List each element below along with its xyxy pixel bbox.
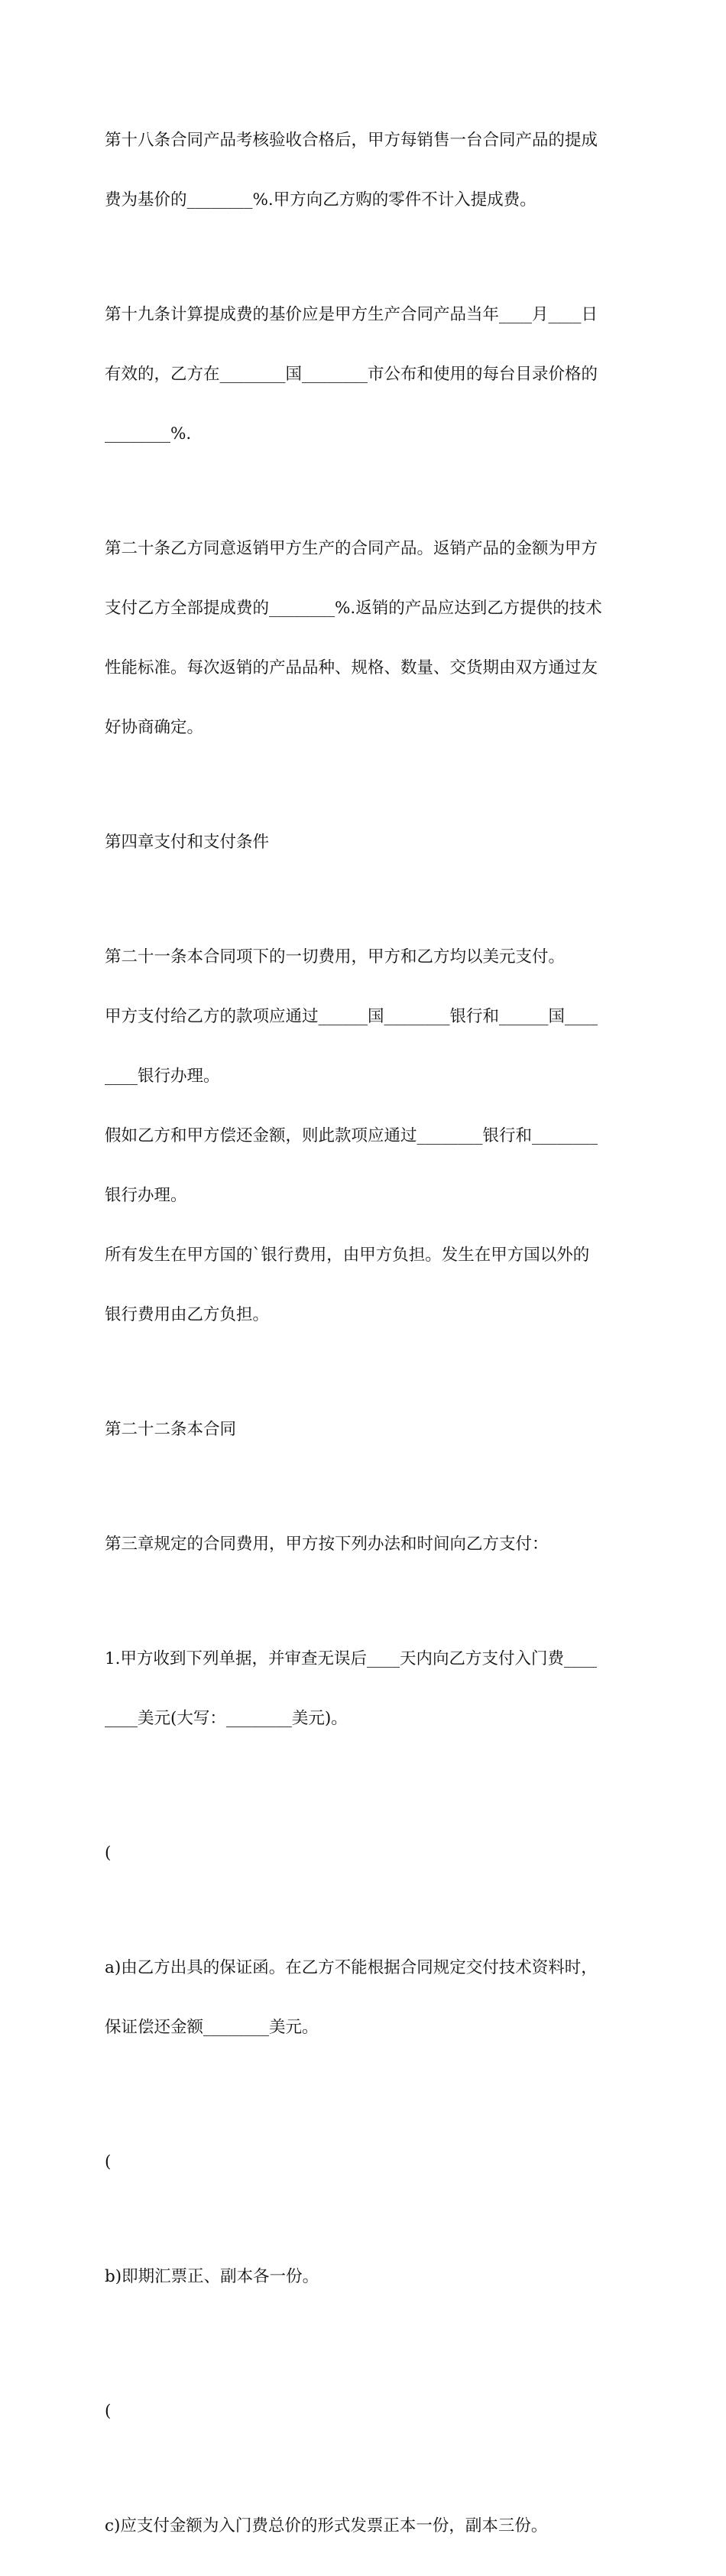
item-c <box>105 2477 624 2576</box>
article-18-line-2: 费为基价的________%.甲方向乙方购的零件不计入提成费。 <box>105 190 536 210</box>
article-20-line-2: 支付乙方全部提成费的________%.返销的产品应达到乙方提供的技术 <box>105 599 602 618</box>
item-a <box>105 1918 624 2077</box>
article-21-line-6: 所有发生在甲方国的`银行费用，由甲方负担。发生在甲方国以外的 <box>105 1246 590 1265</box>
article-20-line-4: 好协商确定。 <box>105 718 204 737</box>
paren-1: ( <box>105 1843 112 1863</box>
paren-2: ( <box>105 2152 112 2172</box>
item-1 <box>105 1610 624 1769</box>
article-21-line-7: 银行费用由乙方负担。 <box>105 1305 270 1324</box>
paren-3: ( <box>105 2402 112 2421</box>
document-body <box>105 91 624 2576</box>
article-20 <box>105 499 624 778</box>
paren-marker-2 <box>105 2113 624 2212</box>
article-21-line-2: 甲方支付给乙方的款项应通过______国________银行和______国____ <box>105 1007 598 1026</box>
article-18-line-1: 第十八条合同产品考核验收合格后，甲方每销售一台合同产品的提成 <box>105 131 598 150</box>
paren-marker-1 <box>105 1804 624 1903</box>
item-1-line-2: ____美元(大写：________美元)。 <box>105 1709 348 1728</box>
article-20-line-3: 性能标准。每次返销的产品品种、规格、数量、交货期由双方通过友 <box>105 658 598 677</box>
item-1-line-1: 1.甲方收到下列单据，并审查无误后____天内向乙方支付入门费____ <box>105 1649 598 1668</box>
article-20-line-1: 第二十条乙方同意返销甲方生产的合同产品。返销产品的金额为甲方 <box>105 539 598 558</box>
article-18 <box>105 91 624 250</box>
chapter-4-heading <box>105 793 624 892</box>
article-19-line-2: 有效的，乙方在________国________市公布和使用的每台目录价格的 <box>105 365 598 384</box>
article-22-title: 第二十二条本合同 <box>105 1420 237 1439</box>
article-21-line-4: 假如乙方和甲方偿还金额，则此款项应通过________银行和________ <box>105 1126 598 1145</box>
article-19 <box>105 265 624 484</box>
item-a-line-2: 保证偿还金额________美元。 <box>105 2018 319 2037</box>
article-21 <box>105 908 624 1365</box>
chapter-3-payment-line: 第三章规定的合同费用，甲方按下列办法和时间向乙方支付： <box>105 1535 549 1554</box>
item-a-line-1: a)由乙方出具的保证函。在乙方不能根据合同规定交付技术资料时， <box>105 1958 598 1977</box>
item-c-line: c)应支付金额为入门费总价的形式发票正本一份，副本三份。 <box>105 2516 548 2535</box>
article-21-line-3: ____银行办理。 <box>105 1067 220 1086</box>
item-b-line: b)即期汇票正、副本各一份。 <box>105 2267 319 2286</box>
article-19-line-1: 第十九条计算提成费的基价应是甲方生产合同产品当年____月____日 <box>105 305 598 324</box>
chapter-4-title: 第四章支付和支付条件 <box>105 833 270 852</box>
item-b <box>105 2227 624 2327</box>
article-22 <box>105 1380 624 1480</box>
chapter-3-payment-text <box>105 1495 624 1594</box>
article-19-line-3: ________%. <box>105 424 192 443</box>
article-21-line-5: 银行办理。 <box>105 1186 187 1205</box>
article-21-line-1: 第二十一条本合同项下的一切费用，甲方和乙方均以美元支付。 <box>105 947 566 966</box>
paren-marker-3 <box>105 2362 624 2461</box>
